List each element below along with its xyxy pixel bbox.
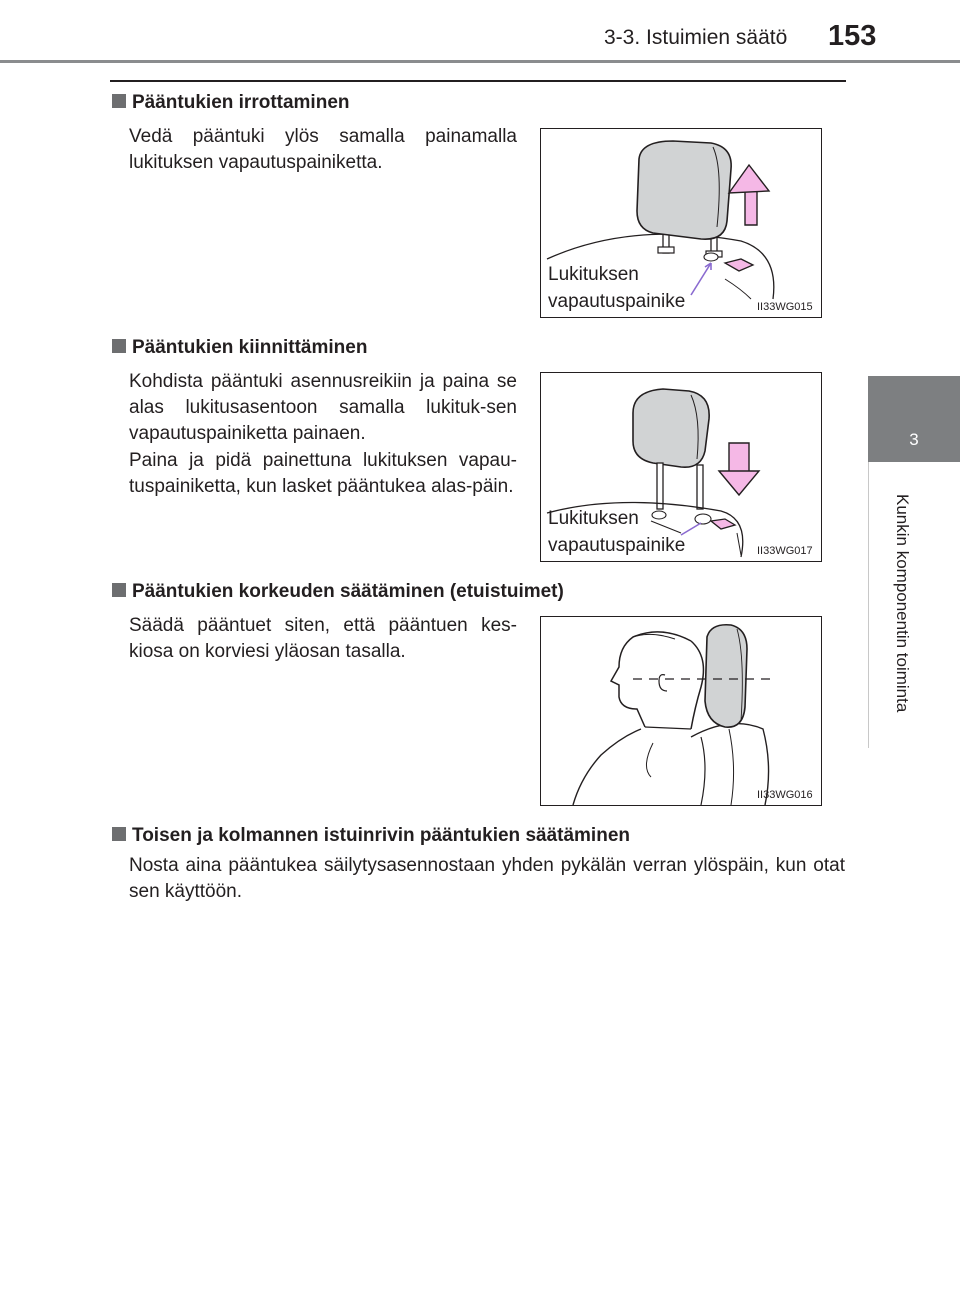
chapter-tab-text: Kunkin komponentin toiminta — [893, 494, 912, 713]
paragraph-rear-headrests: Nosta aina pääntukea säilytysasennostaan yhden pykälän verran ylöspäin, kun otat sen käyttöön. — [129, 855, 845, 902]
figure-label-line1: Lukituksen — [548, 264, 639, 285]
header-rule — [0, 60, 960, 63]
heading-bullet-icon — [112, 94, 126, 108]
heading-bullet-icon — [112, 583, 126, 597]
paragraph-install-headrest-2: Paina ja pidä painettuna lukituksen vapau-tuspainiketta, kun lasket pääntukea alas-päin. — [129, 450, 517, 497]
content-rule — [110, 80, 846, 82]
heading-install-headrest: Pääntukien kiinnittäminen — [112, 337, 367, 359]
figure-label-line2: vapautuspainike — [548, 291, 686, 312]
section-title: 3-3. Istuimien säätö — [604, 26, 788, 49]
heading-adjust-height: Pääntukien korkeuden säätäminen (etuistuimet) — [112, 581, 564, 603]
heading-rear-headrests: Toisen ja kolmannen istuinrivin pääntukien säätäminen — [112, 825, 630, 847]
figure-code: II33WG016 — [757, 789, 813, 801]
heading-bullet-icon — [112, 339, 126, 353]
figure-label-line1: Lukituksen — [548, 508, 639, 529]
chapter-tab-number: 3 — [909, 430, 919, 449]
figure-install-headrest — [540, 372, 822, 562]
chapter-tab-body — [868, 462, 960, 748]
page-number: 153 — [828, 20, 877, 52]
figure-adjust-height — [540, 616, 822, 806]
paragraph-remove-headrest: Vedä pääntuki ylös samalla painamalla lukituksen vapautuspainiketta. — [129, 126, 517, 173]
figure-remove-headrest — [540, 128, 822, 318]
heading-bullet-icon — [112, 827, 126, 841]
figure-label-line2: vapautuspainike — [548, 535, 686, 556]
figure-code: II33WG015 — [757, 301, 813, 313]
paragraph-install-headrest-1: Kohdista pääntuki asennusreikiin ja paina se alas lukitusasentoon samalla lukituk-sen vapautuspainiketta painaen. — [129, 371, 517, 444]
figure-code: II33WG017 — [757, 545, 813, 557]
head-position-illustration — [541, 617, 821, 805]
heading-remove-headrest: Pääntukien irrottaminen — [112, 92, 350, 114]
paragraph-adjust-height: Säädä pääntuet siten, että pääntuen kes-kiosa on korviesi yläosan tasalla. — [129, 615, 517, 662]
